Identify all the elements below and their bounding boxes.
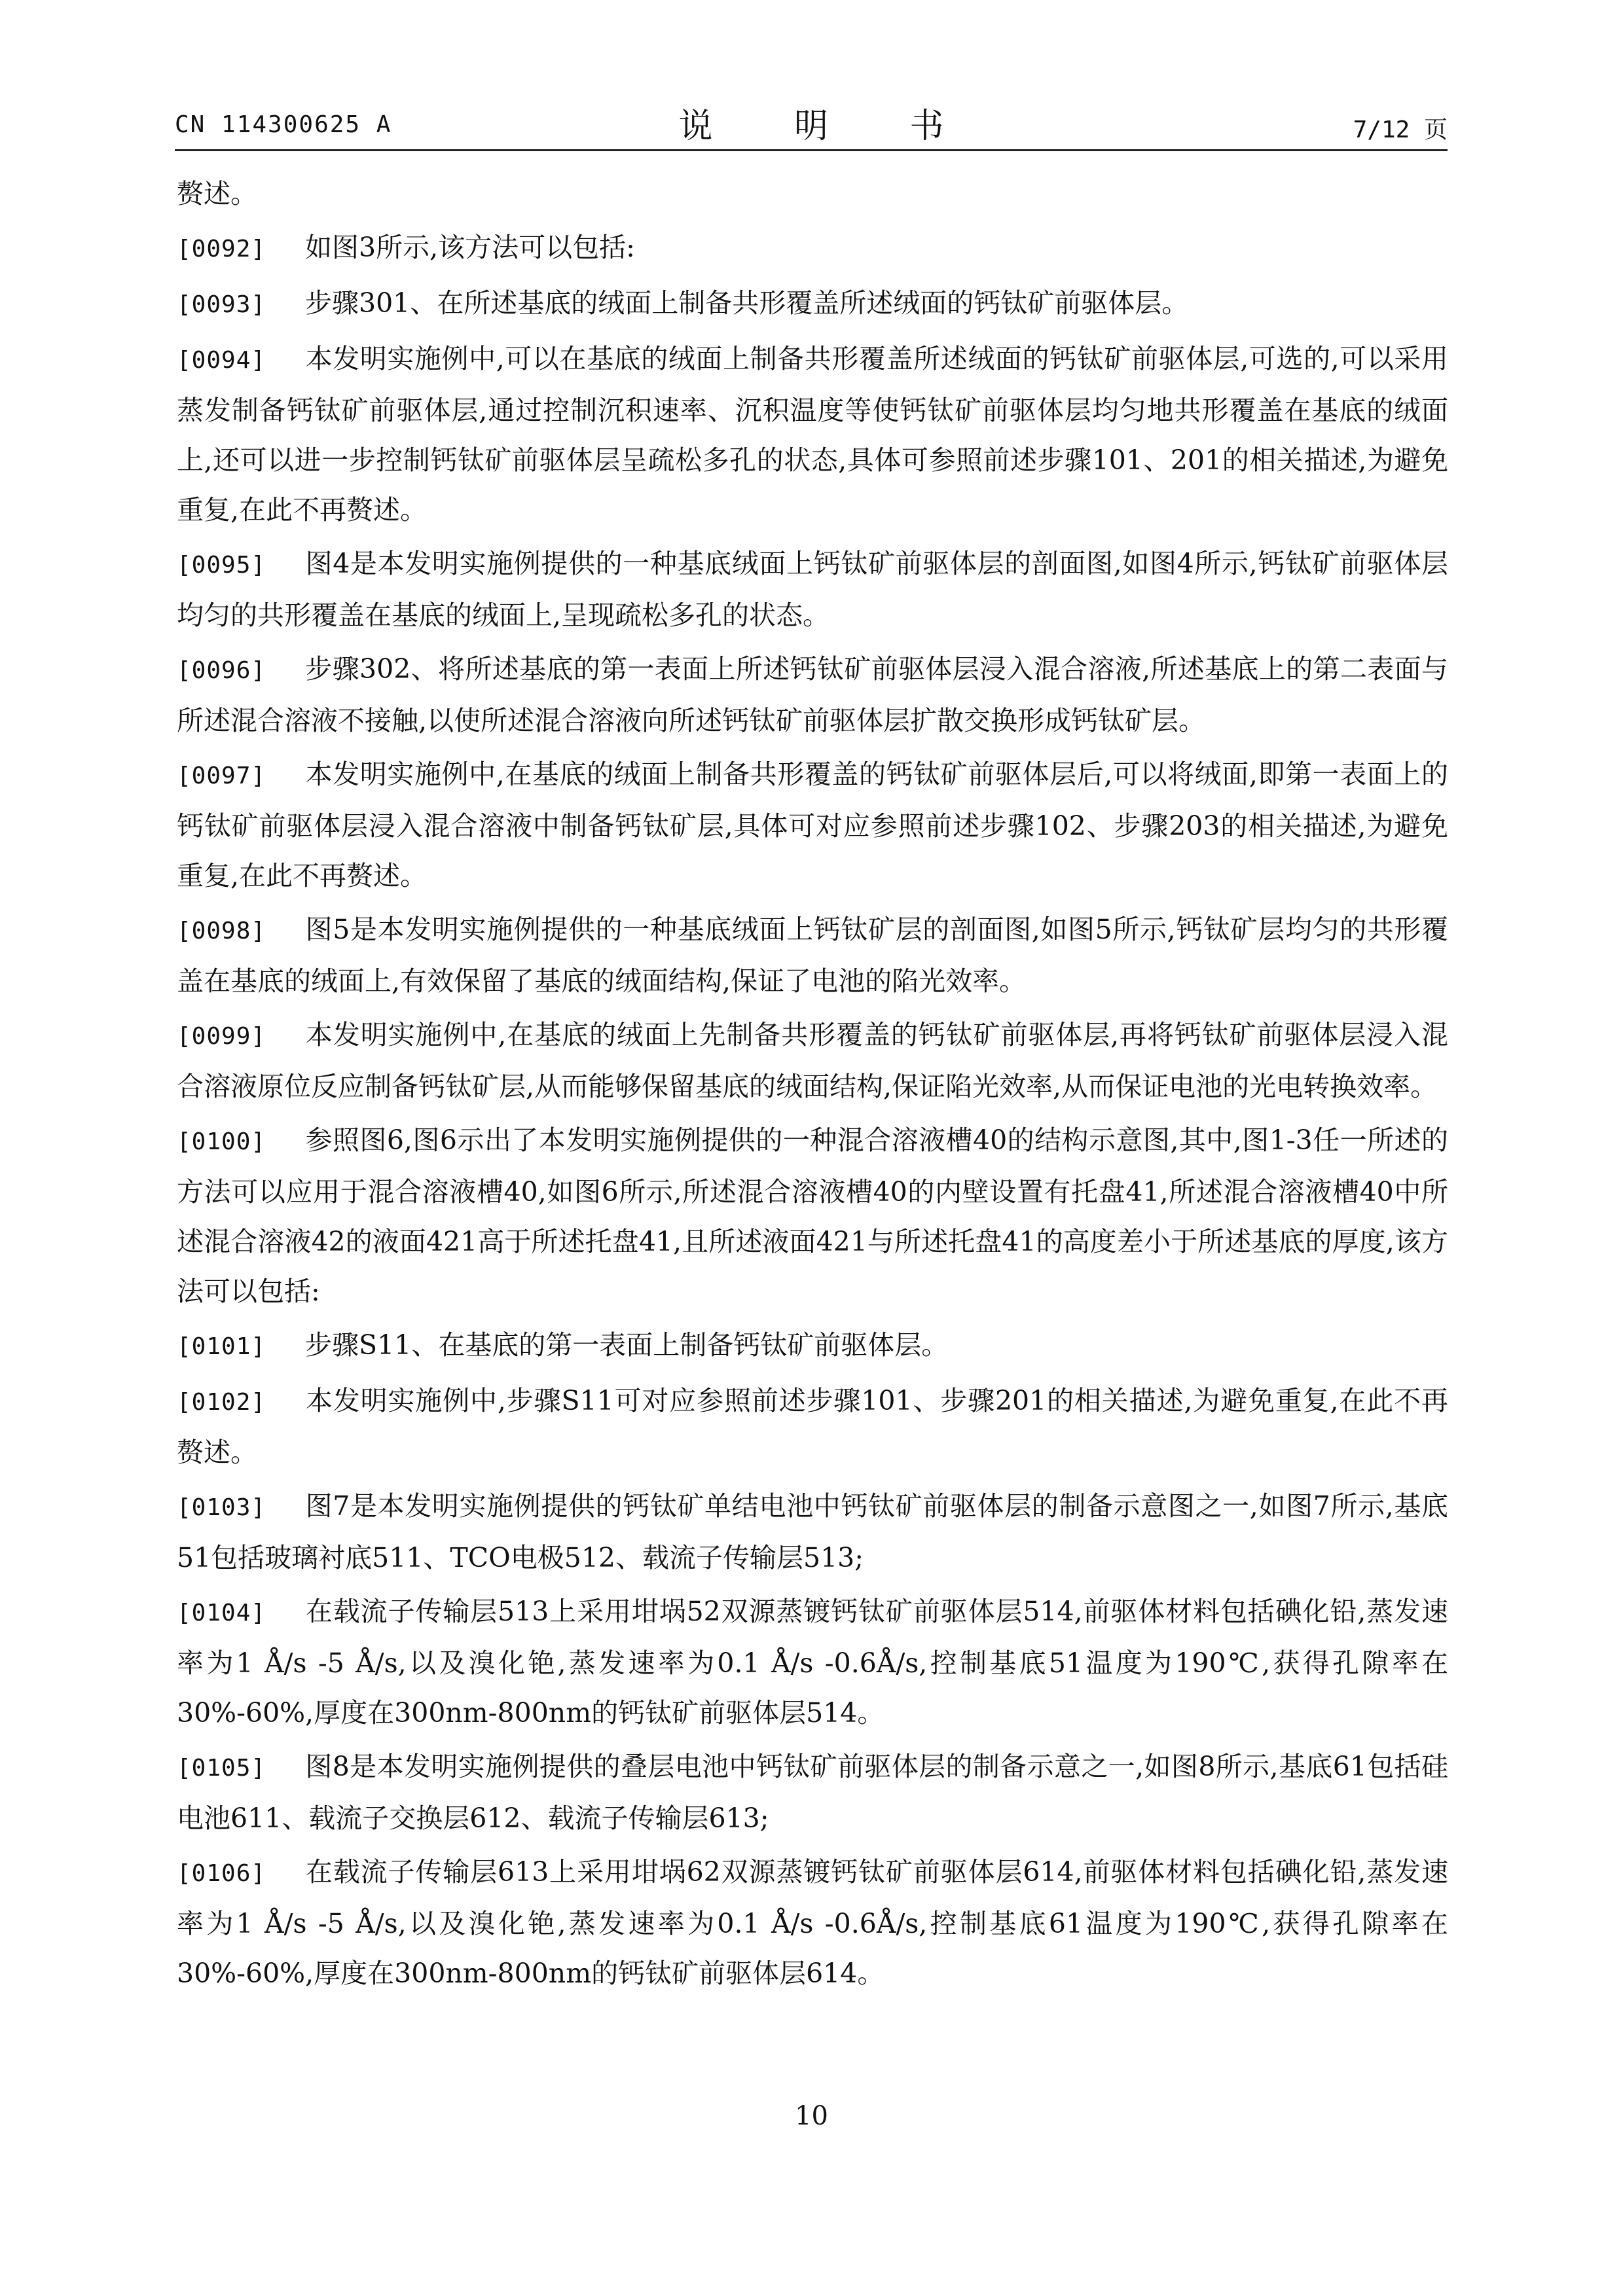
paragraph-text: 在载流子传输层513上采用坩埚52双源蒸镀钙钛矿前驱体层514,前驱体材料包括碘化铅,蒸发速率为1 Å/s -5 Å/s,以及溴化铯,蒸发速率为0.1 Å/s -0.6Å/s,控制基底51温度为190℃,获得孔隙率在30%-60%,厚度在300nm-800nm的钙钛矿前驱体层514。 xyxy=(177,1596,1448,1729)
paragraph-text: 本发明实施例中,可以在基底的绒面上制备共形覆盖所述绒面的钙钛矿前驱体层,可选的,可以采用蒸发制备钙钛矿前驱体层,通过控制沉积速率、沉积温度等使钙钛矿前驱体层均匀地共形覆盖在基底的绒面上,还可以进一步控制钙钛矿前驱体层呈疏松多孔的状态,具体可参照前述步骤101、201的相关描述,为避免重复,在此不再赘述。 xyxy=(177,343,1448,526)
paragraph-text: 步骤S11、在基底的第一表面上制备钙钛矿前驱体层。 xyxy=(305,1329,949,1361)
paragraph-number: [0094] xyxy=(177,347,266,374)
paragraph-0092 xyxy=(177,223,1448,274)
paragraph-0096 xyxy=(177,644,1448,745)
paragraph-0095 xyxy=(177,539,1448,640)
paragraph-0097 xyxy=(177,749,1448,901)
paragraph-number: [0092] xyxy=(177,236,266,262)
document-body xyxy=(177,169,1448,2002)
paragraph-number: [0101] xyxy=(177,1333,266,1360)
paragraph-text: 图7是本发明实施例提供的钙钛矿单结电池中钙钛矿前驱体层的制备示意图之一,如图7所示,基底51包括玻璃衬底511、TCO电极512、载流子传输层513; xyxy=(177,1490,1448,1573)
paragraph-number: [0100] xyxy=(177,1128,266,1155)
page-number: 10 xyxy=(795,2101,828,2131)
paragraph-text: 本发明实施例中,在基底的绒面上制备共形覆盖的钙钛矿前驱体层后,可以将绒面,即第一表面上的钙钛矿前驱体层浸入混合溶液中制备钙钛矿层,具体可对应参照前述步骤102、步骤203的相关描述,为避免重复,在此不再赘述。 xyxy=(177,759,1448,891)
paragraph-0103 xyxy=(177,1481,1448,1583)
page-of-total: 7/12 页 xyxy=(1353,117,1448,143)
paragraph-number: [0103] xyxy=(177,1494,266,1521)
page-header xyxy=(175,98,1448,151)
paragraph-number: [0106] xyxy=(177,1860,266,1887)
paragraph-0100 xyxy=(177,1115,1448,1316)
paragraph-number: [0097] xyxy=(177,762,266,789)
paragraph-0093 xyxy=(177,278,1448,330)
header-divider xyxy=(175,149,1448,151)
paragraph-text: 在载流子传输层613上采用坩埚62双源蒸镀钙钛矿前驱体层614,前驱体材料包括碘化铅,蒸发速率为1 Å/s -5 Å/s,以及溴化铯,蒸发速率为0.1 Å/s -0.6Å/s,控制基底61温度为190℃,获得孔隙率在30%-60%,厚度在300nm-800nm的钙钛矿前驱体层614。 xyxy=(177,1856,1448,1989)
paragraph-text: 图4是本发明实施例提供的一种基底绒面上钙钛矿前驱体层的剖面图,如图4所示,钙钛矿前驱体层均匀的共形覆盖在基底的绒面上,呈现疏松多孔的状态。 xyxy=(177,548,1448,631)
paragraph-number: [0096] xyxy=(177,657,266,684)
paragraph-text: 图5是本发明实施例提供的一种基底绒面上钙钛矿层的剖面图,如图5所示,钙钛矿层均匀的共形覆盖在基底的绒面上,有效保留了基底的绒面结构,保证了电池的陷光效率。 xyxy=(177,914,1448,997)
paragraph-0106 xyxy=(177,1847,1448,1998)
paragraph-text: 本发明实施例中,在基底的绒面上先制备共形覆盖的钙钛矿前驱体层,再将钙钛矿前驱体层浸入混合溶液原位反应制备钙钛矿层,从而能够保留基底的绒面结构,保证陷光效率,从而保证电池的光电转换效率。 xyxy=(177,1019,1448,1102)
paragraph-0104 xyxy=(177,1587,1448,1738)
paragraph-0099 xyxy=(177,1010,1448,1111)
paragraph-0102 xyxy=(177,1376,1448,1477)
paragraph-text: 图8是本发明实施例提供的叠层电池中钙钛矿前驱体层的制备示意之一,如图8所示,基底61包括硅电池611、载流子交换层612、载流子传输层613; xyxy=(177,1751,1448,1834)
paragraph-number: [0093] xyxy=(177,291,266,318)
document-title: 说 明 书 xyxy=(678,107,979,146)
paragraph-number: [0095] xyxy=(177,552,266,579)
paragraph-number: [0104] xyxy=(177,1600,266,1626)
paragraph-text: 参照图6,图6示出了本发明实施例提供的一种混合溶液槽40的结构示意图,其中,图1-3任一所述的方法可以应用于混合溶液槽40,如图6所示,所述混合溶液槽40的内壁设置有托盘41,所述混合溶液槽40中所述混合溶液42的液面421高于所述托盘41,且所述液面421与所述托盘41的高度差小于所述基底的厚度,该方法可以包括: xyxy=(177,1124,1448,1307)
paragraph-0098 xyxy=(177,905,1448,1006)
paragraph-number: [0102] xyxy=(177,1389,266,1416)
paragraph-text: 步骤302、将所述基底的第一表面上所述钙钛矿前驱体层浸入混合溶液,所述基底上的第二表面与所述混合溶液不接触,以使所述混合溶液向所述钙钛矿前驱体层扩散交换形成钙钛矿层。 xyxy=(177,653,1448,736)
paragraph-text: 本发明实施例中,步骤S11可对应参照前述步骤101、步骤201的相关描述,为避免重复,在此不再赘述。 xyxy=(177,1385,1448,1468)
continuation-text: 赘述。 xyxy=(177,178,257,209)
paragraph-0105 xyxy=(177,1742,1448,1843)
paragraph-0094 xyxy=(177,334,1448,535)
paragraph-number: [0105] xyxy=(177,1755,266,1782)
paragraph-number: [0098] xyxy=(177,918,266,944)
paragraph-text: 如图3所示,该方法可以包括: xyxy=(305,232,635,263)
paragraph-0101 xyxy=(177,1320,1448,1372)
paragraph-number: [0099] xyxy=(177,1023,266,1050)
paragraph-text: 步骤301、在所述基底的绒面上制备共形覆盖所述绒面的钙钛矿前驱体层。 xyxy=(305,287,1189,319)
publication-number: CN 114300625 A xyxy=(175,111,392,138)
